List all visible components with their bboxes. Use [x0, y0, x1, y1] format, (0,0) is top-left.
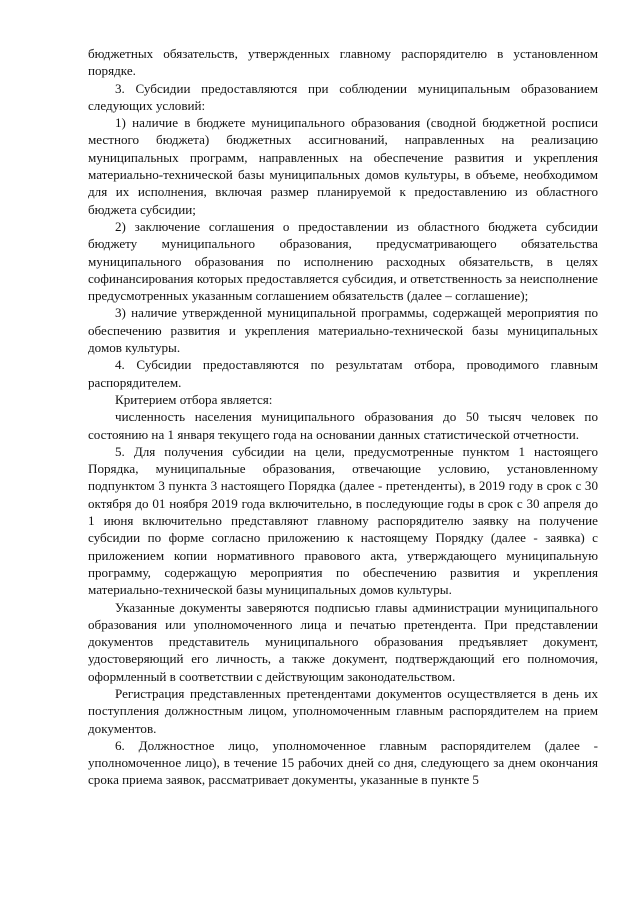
paragraph-item-3: 3. Субсидии предоставляются при соблюдении муниципальным образованием следующих условий:: [88, 80, 598, 113]
document-page: [88, 45, 598, 789]
paragraph-condition-2: 2) заключение соглашения о предоставлении из областного бюджета субсидии бюджету муниципального образования, предусматривающего обязательства муниципального образования по исполнению расходных обязательств, в целях софинансирования которых предоставляется субсидия, и ответственность за неисполнение предусмотренных указанным соглашением обязательств (далее – соглашение);: [88, 218, 598, 304]
paragraph-item-4: 4. Субсидии предоставляются по результатам отбора, проводимого главным распорядителем.: [88, 357, 598, 390]
paragraph-condition-1: 1) наличие в бюджете муниципального образования (сводной бюджетной росписи местного бюджета) бюджетных ассигнований, направленных на реализацию муниципальных программ, направленных на обеспечение развития и укрепления материально-технической базы муниципальных домов культуры, в объеме, необходимом для их исполнения, включая размер планируемой к предоставлению из областного бюджета субсидии;: [88, 115, 598, 217]
paragraph-registration: Регистрация представленных претендентами документов осуществляется в день их поступления должностным лицом, уполномоченным главным распорядителем на прием документов.: [88, 685, 598, 736]
paragraph-criterion-heading: Критерием отбора является:: [115, 391, 273, 407]
paragraph-criterion: численность населения муниципального образования до 50 тысяч человек по состоянию на 1 января текущего года на основании данных статистической отчетности.: [88, 409, 598, 442]
paragraph-item-6: 6. Должностное лицо, уполномоченное главным распорядителем (далее - уполномоченное лицо), в течение 15 рабочих дней со дня, следующего за днем окончания срока приема заявок, рассматривает документы, указанные в пункте 5: [88, 737, 598, 788]
paragraph-item-5: 5. Для получения субсидии на цели, предусмотренные пунктом 1 настоящего Порядка, муниципальные образования, отвечающие условию, установленному подпунктом 3 пункта 3 настоящего Порядка (далее - претенденты), в 2019 году в срок с 30 октября до 01 ноября 2019 года включительно, в последующие годы в срок с 30 апреля до 1 июня включительно представляют главному распорядителю заявку на получение субсидии по форме согласно приложению к настоящему Порядку (далее - заявка) с приложением копии нормативного правового акта, утверждающего муниципальную программу, содержащую мероприятия по обеспечению развития и укрепления материально-технической базы муниципальных домов культуры.: [88, 443, 598, 598]
paragraph-condition-3: 3) наличие утвержденной муниципальной программы, содержащей мероприятия по обеспечению развития и укрепления материально-технической базы муниципальных домов культуры.: [88, 305, 598, 356]
paragraph-continuation: бюджетных обязательств, утвержденных главному распорядителю в установленном порядке.: [88, 46, 598, 79]
paragraph-documents-certification: Указанные документы заверяются подписью главы администрации муниципального образования или уполномоченного лица и печатью претендента. При представлении документов представитель муниципального образования предъявляет документ, удостоверяющий его личность, а также документ, подтверждающий его полномочия, оформленный в соответствии с действующим законодательством.: [88, 599, 598, 684]
